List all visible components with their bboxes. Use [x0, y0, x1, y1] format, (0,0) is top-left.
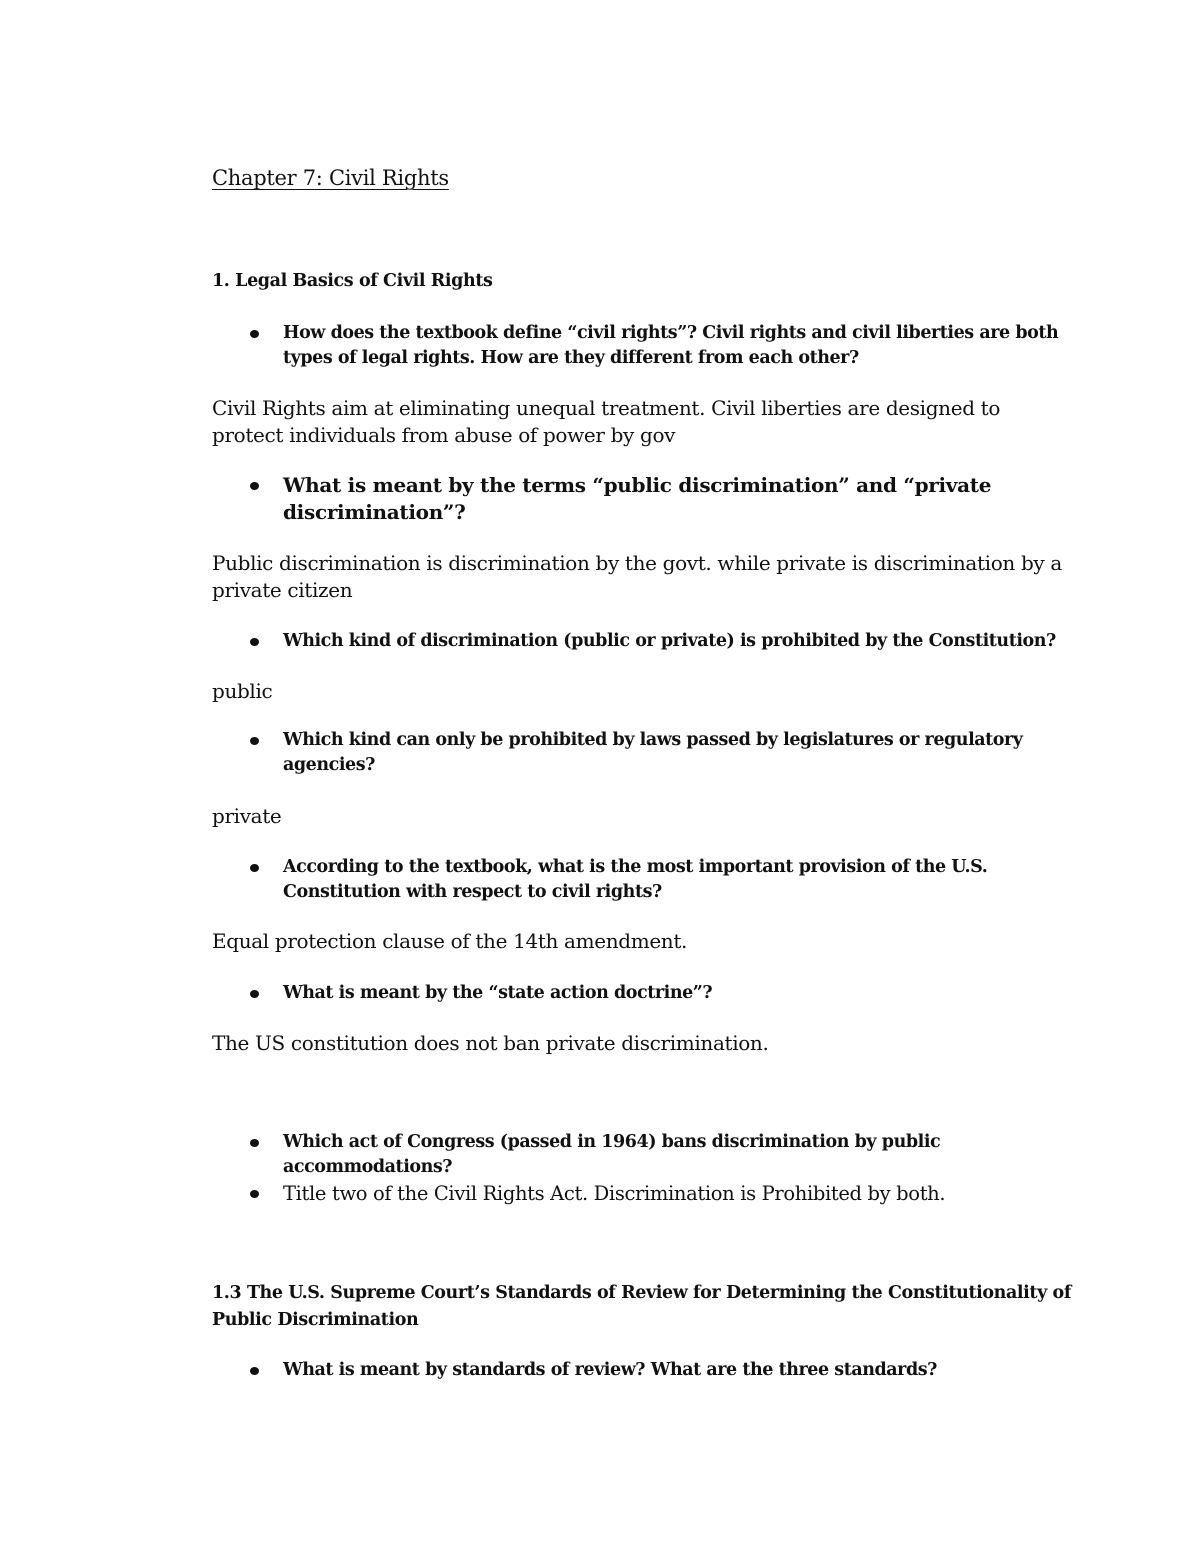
question-item — [283, 629, 1063, 654]
question-text: Which act of Congress (passed in 1964) bans discrimination by public accommodations? — [283, 1132, 941, 1177]
answer-text: Equal protection clause of the 14th amendment. — [212, 929, 688, 953]
question-text: What is meant by the terms “public discrimination” and “private discrimination”? — [283, 473, 992, 524]
bullet-icon — [250, 482, 259, 490]
bullet-icon — [250, 1367, 259, 1375]
answer-text: public — [212, 679, 273, 703]
bullet-icon — [250, 1190, 259, 1198]
question-item — [283, 855, 1063, 905]
question-text: What is meant by the “state action doctrine”? — [283, 983, 713, 1003]
page-title: Chapter 7: Civil Rights — [212, 166, 449, 190]
question-item — [283, 472, 1063, 526]
answer-text: Civil Rights aim at eliminating unequal treatment. Civil liberties are designed to protect individuals from abuse of power by gov — [212, 396, 1001, 447]
answer-text: The US constitution does not ban private discrimination. — [212, 1031, 769, 1055]
question-item — [283, 1130, 1063, 1180]
bullet-icon — [250, 737, 259, 745]
bullet-icon — [250, 638, 259, 646]
question-text: How does the textbook define “civil rights”? Civil rights and civil liberties are both types of legal rights. How are they different from each other? — [283, 323, 1059, 368]
answer-text: Public discrimination is discrimination by the govt. while private is discrimination by a private citizen — [212, 551, 1062, 602]
bullet-icon — [250, 990, 259, 998]
section-heading-standards-of-review: 1.3 The U.S. Supreme Court’s Standards of Review for Determining the Constitutionality of Public Discrimination — [212, 1283, 1071, 1330]
question-text: What is meant by standards of review? What are the three standards? — [283, 1360, 937, 1380]
bullet-icon — [250, 1139, 259, 1147]
answer-text: Title two of the Civil Rights Act. Discrimination is Prohibited by both. — [283, 1182, 946, 1205]
question-item — [283, 1358, 1063, 1383]
question-item — [283, 728, 1063, 778]
question-text: Which kind of discrimination (public or private) is prohibited by the Constitution? — [283, 631, 1056, 651]
question-text: Which kind can only be prohibited by laws passed by legislatures or regulatory agencies? — [283, 730, 1023, 775]
answer-text: private — [212, 804, 282, 828]
question-text: According to the textbook, what is the most important provision of the U.S. Constitution with respect to civil rights? — [283, 857, 988, 902]
bullet-icon — [250, 330, 259, 338]
question-item — [283, 321, 1063, 371]
question-item — [283, 981, 1063, 1006]
answer-list-item — [283, 1180, 1063, 1207]
bullet-icon — [250, 864, 259, 872]
section-heading-legal-basics: 1. Legal Basics of Civil Rights — [212, 271, 493, 291]
